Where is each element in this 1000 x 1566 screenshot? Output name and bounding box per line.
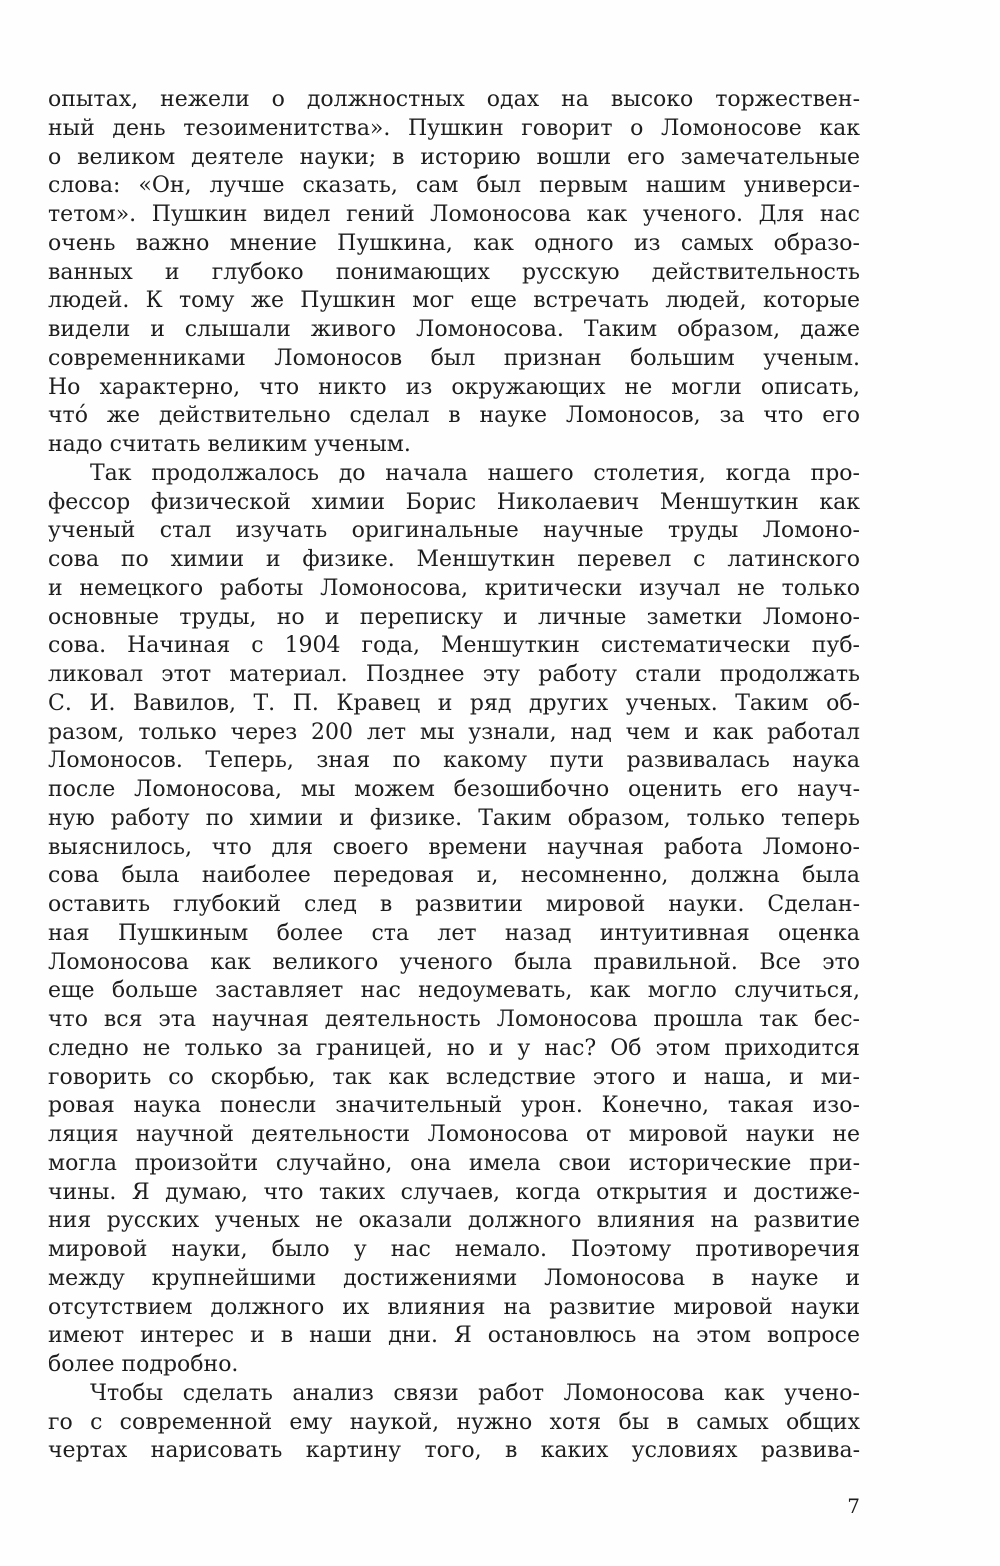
text-line: между крупнейшими достижениями Ломоносова в науке и (48, 1265, 860, 1291)
text-line: ученый стал изучать оригинальные научные труды Ломоно- (48, 518, 860, 544)
body-text (48, 86, 860, 1466)
text-line: Чтобы сделать анализ связи работ Ломоносова как учено- (90, 1380, 860, 1406)
text-line: более подробно. (48, 1352, 239, 1377)
text-line: оставить глубокий след в развитии мировой науки. Сделан- (48, 892, 860, 917)
text-line: сова. Начиная с 1904 года, Меншуткин систематически пуб- (48, 633, 860, 659)
text-line: еще больше заставляет нас недоумевать, как могло случиться, (48, 978, 860, 1004)
page-number: 7 (847, 1494, 860, 1518)
text-line: тетом». Пушкин видел гений Ломоносова как ученого. Для нас (48, 202, 860, 227)
text-line: следно не только за границей, но и у нас? Об этом приходится (48, 1035, 860, 1061)
text-line: Ломоносова как великого ученого была правильной. Все это (48, 949, 860, 975)
text-line: ный день тезоименитства». Пушкин говорит о Ломоносове как (48, 115, 860, 141)
text-line: ляция научной деятельности Ломоносова от мировой науки не (48, 1122, 860, 1147)
text-line: опытах, нежели о должностных одах на высоко торжествен- (48, 87, 860, 112)
text-line: Так продолжалось до начала нашего столетия, когда про- (90, 460, 860, 486)
text-line: сова по химии и физике. Меншуткин перевел с латинского (48, 547, 860, 572)
text-line: видели и слышали живого Ломоносова. Таким образом, даже (48, 317, 860, 342)
text-line: ровая наука понесли значительный урон. Конечно, такая изо- (48, 1093, 860, 1119)
text-line: основные труды, но и переписку и личные заметки Ломоно- (48, 604, 860, 630)
text-line: ния русских ученых не оказали должного влияния на развитие (48, 1208, 860, 1234)
text-line: после Ломоносова, мы можем безошибочно оценить его науч- (48, 777, 860, 802)
text-line: Ломоносов. Теперь, зная по какому пути развивалась наука (48, 748, 860, 774)
text-line: говорить со скорбью, так как вследствие этого и наша, и ми- (48, 1064, 860, 1090)
text-line: и немецкого работы Ломоносова, критически изучал не только (48, 575, 860, 601)
text-line: слова: «Он, лучше сказать, сам был первым нашим универси- (48, 173, 860, 199)
text-line: надо считать великим ученым. (48, 432, 411, 457)
text-line: чертах нарисовать картину того, в каких условиях развива- (48, 1438, 860, 1464)
text-line: ную работу по химии и физике. Таким образом, только теперь (48, 805, 860, 831)
paragraph (48, 86, 860, 460)
text-line: С. И. Вавилов, Т. П. Кравец и ряд других ученых. Таким об- (48, 690, 860, 716)
text-line: современниками Ломоносов был признан большим ученым. (48, 345, 860, 371)
text-line: ликовал этот материал. Позднее эту работу стали продолжать (48, 662, 860, 687)
text-line: могла произойти случайно, она имела свои исторические при- (48, 1150, 860, 1176)
text-line: сова была наиболее передовая и, несомненно, должна была (48, 863, 860, 889)
text-line: выяснилось, что для своего времени научная работа Ломоно- (48, 834, 860, 860)
text-line: чины. Я думаю, что таких случаев, когда открытия и достиже- (48, 1179, 860, 1205)
text-line: людей. К тому же Пушкин мог еще встречать людей, которые (48, 288, 860, 314)
paragraph (48, 1380, 860, 1466)
paragraph (48, 460, 860, 1380)
text-line: Но характерно, что никто из окружающих не могли описать, (48, 374, 860, 400)
text-line: ная Пушкиным более ста лет назад интуитивная оценка (48, 920, 860, 946)
text-line: разом, только через 200 лет мы узнали, над чем и как работал (48, 719, 860, 745)
text-line: отсутствием должного их влияния на развитие мировой науки (48, 1294, 860, 1320)
text-line: очень важно мнение Пушкина, как одного из самых образо- (48, 230, 860, 256)
text-line: имеют интерес и в наши дни. Я остановлюсь на этом вопросе (48, 1323, 860, 1349)
text-line: мировой науки, было у нас немало. Поэтому противоречия (48, 1237, 860, 1262)
text-line: о великом деятеле науки; в историю вошли его замечательные (48, 144, 860, 170)
text-line: го с современной ему наукой, нужно хотя бы в самых общих (48, 1409, 860, 1435)
text-line: что́ же действительно сделал в науке Ломоносов, за что его (48, 403, 860, 429)
text-line: что вся эта научная деятельность Ломоносова прошла так бес- (48, 1007, 860, 1032)
text-line: фессор физической химии Борис Николаевич Меншуткин как (48, 489, 860, 515)
text-line: ванных и глубоко понимающих русскую действительность (48, 259, 860, 285)
